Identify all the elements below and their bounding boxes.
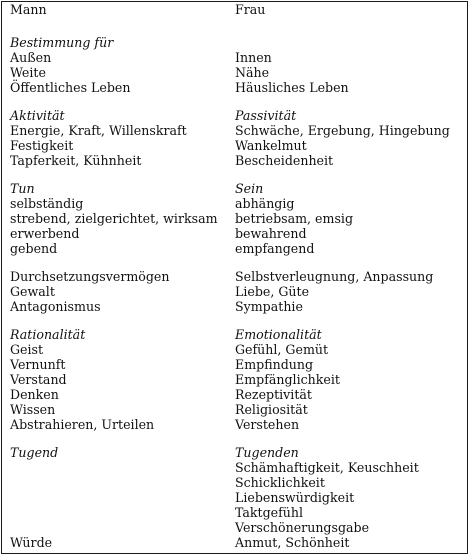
table-cell-left: Denken	[10, 387, 59, 402]
table-cell-left: Außen	[10, 50, 52, 65]
table-cell-right: Nähe	[235, 65, 270, 80]
table-cell-left: Durchsetzungsvermögen	[10, 269, 170, 284]
category-heading-left: Tun	[10, 181, 35, 196]
table-cell-left: strebend, zielgerichtet, wirksam	[10, 211, 218, 226]
category-heading-right: Tugenden	[235, 445, 299, 460]
table-cell-right: Häusliches Leben	[235, 80, 349, 95]
table-cell-left: Gewalt	[10, 284, 55, 299]
table-cell-right: betriebsam, emsig	[235, 211, 354, 226]
table-cell-right: Liebe, Güte	[235, 284, 310, 299]
table-cell-left: Verstand	[10, 372, 67, 387]
table-cell-right: Sympathie	[235, 299, 303, 314]
table-cell-right: Empfindung	[235, 357, 314, 372]
category-heading-right: Passivität	[235, 108, 297, 123]
table-cell-left: Würde	[10, 535, 53, 550]
table-cell-right: Empfänglichkeit	[235, 372, 340, 387]
table-cell-right: Schämhaftigkeit, Keuschheit	[235, 460, 419, 475]
table-cell-left: Abstrahieren, Urteilen	[10, 417, 155, 432]
category-heading-left: Bestimmung für	[10, 35, 114, 50]
table-cell-right: Schicklichkeit	[235, 475, 325, 490]
column-header-right: Frau	[235, 2, 266, 17]
table-cell-left: Vernunft	[10, 357, 66, 372]
table-cell-left: Festigkeit	[10, 138, 74, 153]
category-heading-left: Aktivität	[10, 108, 65, 123]
table-cell-left: gebend	[10, 241, 58, 256]
category-heading-left: Rationalität	[10, 327, 86, 342]
table-cell-right: bewahrend	[235, 226, 307, 241]
table-cell-left: Öffentliches Leben	[10, 80, 131, 95]
table-cell-left: Wissen	[10, 402, 56, 417]
table-cell-right: empfangend	[235, 241, 315, 256]
category-heading-left: Tugend	[10, 445, 59, 460]
table-cell-right: Selbstverleugnung, Anpassung	[235, 269, 434, 284]
table-cell-right: Religiosität	[235, 402, 308, 417]
category-heading-right: Sein	[235, 181, 264, 196]
table-cell-left: Weite	[10, 65, 46, 80]
category-heading-right: Emotionalität	[235, 327, 322, 342]
table-cell-right: Gefühl, Gemüt	[235, 342, 329, 357]
table-cell-left: Geist	[10, 342, 44, 357]
table-cell-right: Taktgefühl	[235, 505, 304, 520]
table-cell-left: erwerbend	[10, 226, 80, 241]
table-cell-right: Schwäche, Ergebung, Hingebung	[235, 123, 450, 138]
table-cell-right: Liebenswürdigkeit	[235, 490, 355, 505]
comparison-table	[1, 1, 468, 554]
table-cell-right: Bescheidenheit	[235, 153, 334, 168]
table-cell-left: Antagonismus	[10, 299, 101, 314]
table-cell-right: abhängig	[235, 196, 295, 211]
column-header-left: Mann	[10, 2, 47, 17]
table-cell-right: Verstehen	[235, 417, 300, 432]
table-cell-left: Tapferkeit, Kühnheit	[10, 153, 142, 168]
table-cell-left: Energie, Kraft, Willenskraft	[10, 123, 187, 138]
table-cell-right: Wankelmut	[235, 138, 307, 153]
table-cell-right: Rezeptivität	[235, 387, 312, 402]
table-cell-right: Innen	[235, 50, 272, 65]
table-cell-right: Verschönerungsgabe	[235, 520, 370, 535]
table-cell-right: Anmut, Schönheit	[235, 535, 350, 550]
table-cell-left: selbständig	[10, 196, 84, 211]
